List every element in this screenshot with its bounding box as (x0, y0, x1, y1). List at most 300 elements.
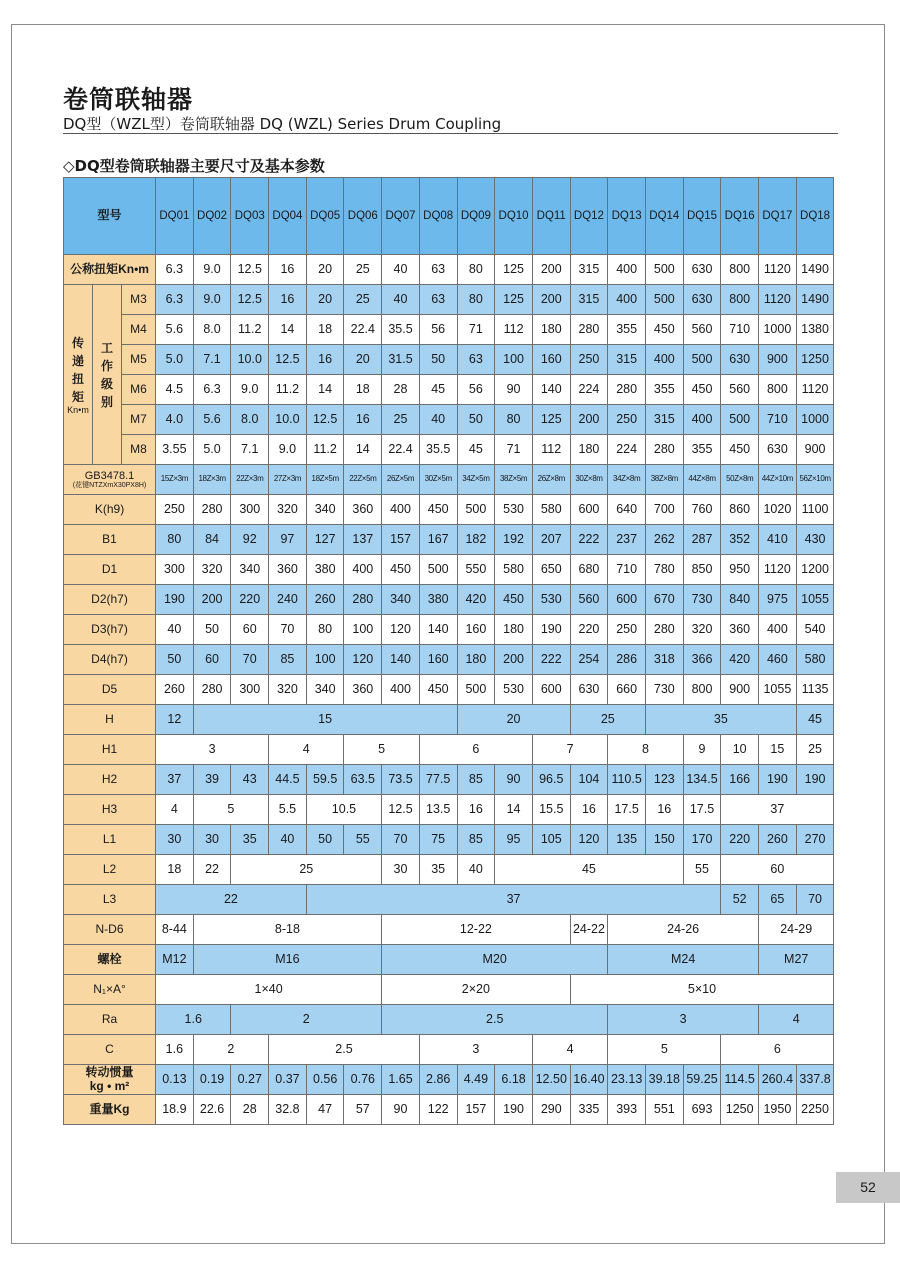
value-cell: 780 (645, 555, 683, 585)
value-cell: 137 (344, 525, 382, 555)
value-cell: 0.13 (156, 1065, 194, 1095)
value-cell: 6.3 (193, 375, 231, 405)
work-class-cell: M7 (122, 405, 156, 435)
row-label: D5 (64, 675, 156, 705)
value-cell: 1250 (721, 1095, 759, 1125)
value-cell: 530 (495, 675, 533, 705)
value-cell: 18 (306, 315, 344, 345)
value-cell: 6 (419, 735, 532, 765)
value-cell: 50 (156, 645, 194, 675)
value-cell: 0.37 (269, 1065, 307, 1095)
value-cell: 140 (419, 615, 457, 645)
model-header-cell: DQ15 (683, 178, 721, 255)
value-cell: 5.5 (269, 795, 307, 825)
value-cell: 670 (645, 585, 683, 615)
inertia-label-unit: kg • m² (89, 1078, 130, 1093)
value-cell: 730 (683, 585, 721, 615)
value-cell: 25 (344, 255, 382, 285)
value-cell: 450 (419, 495, 457, 525)
value-cell: 50 (457, 405, 495, 435)
value-cell: 1.6 (156, 1005, 231, 1035)
value-cell: 630 (683, 285, 721, 315)
value-cell: 315 (645, 405, 683, 435)
value-cell: 360 (344, 675, 382, 705)
value-cell: 60 (721, 855, 834, 885)
value-cell: 2.5 (269, 1035, 420, 1065)
value-cell: 20 (306, 285, 344, 315)
value-cell: 37 (721, 795, 834, 825)
value-cell: 286 (608, 645, 646, 675)
value-cell: 320 (269, 675, 307, 705)
value-cell: 950 (721, 555, 759, 585)
value-cell: 352 (721, 525, 759, 555)
table-row (64, 1065, 834, 1095)
value-cell: 122 (419, 1095, 457, 1125)
value-cell: 9 (683, 735, 721, 765)
value-cell: 44Z×10m (759, 465, 797, 495)
value-cell: 630 (759, 435, 797, 465)
value-cell: 840 (721, 585, 759, 615)
table-row (64, 885, 834, 915)
value-cell: 450 (645, 315, 683, 345)
value-cell: 18 (344, 375, 382, 405)
value-cell: 43 (231, 765, 269, 795)
value-cell: 340 (306, 675, 344, 705)
table-row (64, 1035, 834, 1065)
value-cell: 70 (231, 645, 269, 675)
row-label: H3 (64, 795, 156, 825)
model-header-cell: DQ13 (608, 178, 646, 255)
value-cell: 80 (156, 525, 194, 555)
value-cell: 0.27 (231, 1065, 269, 1095)
value-cell: 420 (721, 645, 759, 675)
row-label: 螺栓 (64, 945, 156, 975)
row-label: D4(h7) (64, 645, 156, 675)
value-cell: 25 (570, 705, 645, 735)
value-cell: 11.2 (306, 435, 344, 465)
value-cell: 900 (796, 435, 834, 465)
value-cell: 70 (269, 615, 307, 645)
value-cell: 50 (306, 825, 344, 855)
value-cell: 360 (721, 615, 759, 645)
torque-group-char: 矩 (71, 389, 84, 404)
value-cell: 1.65 (382, 1065, 420, 1095)
value-cell: 2.5 (382, 1005, 608, 1035)
value-cell: 39 (193, 765, 231, 795)
value-cell: 90 (495, 375, 533, 405)
value-cell: 40 (419, 405, 457, 435)
table-row (64, 345, 834, 375)
value-cell: 630 (683, 255, 721, 285)
value-cell: 287 (683, 525, 721, 555)
value-cell: 180 (457, 645, 495, 675)
value-cell: 104 (570, 765, 608, 795)
row-label: B1 (64, 525, 156, 555)
value-cell: 110.5 (608, 765, 646, 795)
value-cell: 77.5 (419, 765, 457, 795)
value-cell: 260 (156, 675, 194, 705)
table-row (64, 705, 834, 735)
value-cell: 39.18 (645, 1065, 683, 1095)
value-cell: 11.2 (269, 375, 307, 405)
table-row (64, 615, 834, 645)
value-cell: 200 (570, 405, 608, 435)
value-cell: 355 (645, 375, 683, 405)
work-class-cell: M3 (122, 285, 156, 315)
value-cell: 8 (608, 735, 683, 765)
value-cell: 4 (759, 1005, 834, 1035)
value-cell: 1×40 (156, 975, 382, 1005)
table-row (64, 915, 834, 945)
work-class-cell: M6 (122, 375, 156, 405)
model-header-cell: DQ12 (570, 178, 608, 255)
value-cell: 500 (645, 285, 683, 315)
value-cell: 30 (193, 825, 231, 855)
value-cell: 24-29 (759, 915, 834, 945)
row-label: Ra (64, 1005, 156, 1035)
model-header-cell: DQ14 (645, 178, 683, 255)
value-cell: 190 (759, 765, 797, 795)
value-cell: 1020 (759, 495, 797, 525)
value-cell: 22Z×3m (231, 465, 269, 495)
value-cell: 80 (495, 405, 533, 435)
value-cell: 410 (759, 525, 797, 555)
value-cell: 3 (419, 1035, 532, 1065)
value-cell: 30 (156, 825, 194, 855)
value-cell: 20 (344, 345, 382, 375)
value-cell: 1490 (796, 255, 834, 285)
value-cell: 1120 (759, 285, 797, 315)
work-class-char: 工 (100, 340, 113, 355)
value-cell: 290 (532, 1095, 570, 1125)
value-cell: 44Z×8m (683, 465, 721, 495)
value-cell: 44.5 (269, 765, 307, 795)
value-cell: 280 (608, 375, 646, 405)
value-cell: 560 (721, 375, 759, 405)
row-label: D3(h7) (64, 615, 156, 645)
value-cell: 25 (231, 855, 382, 885)
value-cell: 1950 (759, 1095, 797, 1125)
work-class-cell: M4 (122, 315, 156, 345)
value-cell: 580 (532, 495, 570, 525)
table-row (64, 585, 834, 615)
value-cell: 45 (796, 705, 834, 735)
value-cell: 975 (759, 585, 797, 615)
gb-label (64, 465, 156, 495)
value-cell: 400 (382, 495, 420, 525)
value-cell: 280 (570, 315, 608, 345)
row-label: C (64, 1035, 156, 1065)
model-header-cell: DQ11 (532, 178, 570, 255)
table-row (64, 525, 834, 555)
value-cell: 180 (570, 435, 608, 465)
work-class-char: 作 (100, 358, 113, 373)
value-cell: 14 (269, 315, 307, 345)
value-cell: 280 (645, 615, 683, 645)
value-cell: 140 (532, 375, 570, 405)
value-cell: 18Z×3m (193, 465, 231, 495)
value-cell: 800 (683, 675, 721, 705)
value-cell: 9.0 (193, 255, 231, 285)
value-cell: 380 (419, 585, 457, 615)
value-cell: 10.0 (231, 345, 269, 375)
value-cell: 260 (759, 825, 797, 855)
value-cell: 15.5 (532, 795, 570, 825)
value-cell: 693 (683, 1095, 721, 1125)
value-cell: 38Z×8m (645, 465, 683, 495)
value-cell: M12 (156, 945, 194, 975)
value-cell: 24-26 (608, 915, 759, 945)
value-cell: 450 (419, 675, 457, 705)
value-cell: 10 (721, 735, 759, 765)
value-cell: 9.0 (269, 435, 307, 465)
value-cell: 9.0 (231, 375, 269, 405)
value-cell: 320 (269, 495, 307, 525)
value-cell: M16 (193, 945, 381, 975)
value-cell: 52 (721, 885, 759, 915)
value-cell: 38Z×5m (495, 465, 533, 495)
value-cell: 600 (532, 675, 570, 705)
table-row (64, 1095, 834, 1125)
value-cell: 1200 (796, 555, 834, 585)
value-cell: 5.6 (156, 315, 194, 345)
value-cell: 224 (608, 435, 646, 465)
value-cell: 18Z×5m (306, 465, 344, 495)
value-cell: 85 (269, 645, 307, 675)
value-cell: 182 (457, 525, 495, 555)
value-cell: 5.0 (193, 435, 231, 465)
value-cell: 400 (608, 285, 646, 315)
value-cell: 18.9 (156, 1095, 194, 1125)
value-cell: 14 (306, 375, 344, 405)
value-cell: 47 (306, 1095, 344, 1125)
value-cell: 16 (344, 405, 382, 435)
value-cell: 366 (683, 645, 721, 675)
value-cell: 315 (570, 255, 608, 285)
value-cell: 530 (495, 495, 533, 525)
table-row (64, 495, 834, 525)
table-row (64, 855, 834, 885)
value-cell: 280 (193, 675, 231, 705)
value-cell: 760 (683, 495, 721, 525)
value-cell: 6.3 (156, 255, 194, 285)
value-cell: 25 (382, 405, 420, 435)
value-cell: 97 (269, 525, 307, 555)
value-cell: 207 (532, 525, 570, 555)
inertia-label (64, 1065, 156, 1095)
value-cell: 17.5 (683, 795, 721, 825)
value-cell: 125 (495, 255, 533, 285)
model-header-cell: DQ05 (306, 178, 344, 255)
model-header-cell: DQ09 (457, 178, 495, 255)
value-cell: 166 (721, 765, 759, 795)
value-cell: 240 (269, 585, 307, 615)
value-cell: 300 (156, 555, 194, 585)
value-cell: 16 (570, 795, 608, 825)
model-header-cell: DQ06 (344, 178, 382, 255)
table-row (64, 975, 834, 1005)
table-row (64, 825, 834, 855)
value-cell: 900 (759, 345, 797, 375)
value-cell: 45 (495, 855, 683, 885)
gb-label-sub: (花键NTZXmX30PX8H) (72, 481, 147, 489)
inertia-label-main: 转动惯量 (85, 1065, 134, 1080)
row-label: L1 (64, 825, 156, 855)
value-cell: 30Z×8m (570, 465, 608, 495)
value-cell: 40 (382, 285, 420, 315)
value-cell: 355 (608, 315, 646, 345)
value-cell: 8-18 (193, 915, 381, 945)
value-cell: 660 (608, 675, 646, 705)
table-row (64, 735, 834, 765)
value-cell: 60 (193, 645, 231, 675)
row-label: 重量Kg (64, 1095, 156, 1125)
value-cell: 112 (495, 315, 533, 345)
value-cell: 300 (231, 675, 269, 705)
table-row (64, 375, 834, 405)
value-cell: 250 (570, 345, 608, 375)
value-cell: 5 (193, 795, 268, 825)
value-cell: 5.0 (156, 345, 194, 375)
value-cell: 450 (382, 555, 420, 585)
value-cell: 1120 (759, 555, 797, 585)
value-cell: 400 (608, 255, 646, 285)
value-cell: 2.86 (419, 1065, 457, 1095)
value-cell: 300 (231, 495, 269, 525)
value-cell: 15 (193, 705, 457, 735)
value-cell: 420 (457, 585, 495, 615)
value-cell: 23.13 (608, 1065, 646, 1095)
value-cell: 134.5 (683, 765, 721, 795)
value-cell: 800 (721, 285, 759, 315)
value-cell: 237 (608, 525, 646, 555)
value-cell: 1250 (796, 345, 834, 375)
model-header-cell: DQ07 (382, 178, 420, 255)
table-row (64, 465, 834, 495)
value-cell: 157 (457, 1095, 495, 1125)
page-title: 卷筒联轴器 (63, 85, 194, 114)
value-cell: 700 (645, 495, 683, 525)
value-cell: 140 (382, 645, 420, 675)
value-cell: 340 (231, 555, 269, 585)
value-cell: 500 (419, 555, 457, 585)
value-cell: 80 (457, 255, 495, 285)
value-cell: 400 (683, 405, 721, 435)
value-cell: 12.5 (269, 345, 307, 375)
value-cell: 112 (532, 435, 570, 465)
value-cell: 35 (419, 855, 457, 885)
value-cell: 160 (419, 645, 457, 675)
value-cell: 860 (721, 495, 759, 525)
value-cell: 125 (495, 285, 533, 315)
value-cell: 135 (608, 825, 646, 855)
value-cell: 640 (608, 495, 646, 525)
value-cell: 35.5 (419, 435, 457, 465)
value-cell: 40 (156, 615, 194, 645)
value-cell: 222 (532, 645, 570, 675)
value-cell: 320 (683, 615, 721, 645)
value-cell: 120 (570, 825, 608, 855)
value-cell: 71 (457, 315, 495, 345)
value-cell: 400 (759, 615, 797, 645)
model-header-cell: DQ04 (269, 178, 307, 255)
torque-group-char: 传 (71, 335, 84, 350)
value-cell: 680 (570, 555, 608, 585)
value-cell: 580 (495, 555, 533, 585)
value-cell: 22.4 (382, 435, 420, 465)
value-cell: 7.1 (231, 435, 269, 465)
value-cell: 340 (306, 495, 344, 525)
table-row (64, 405, 834, 435)
value-cell: 460 (759, 645, 797, 675)
value-cell: 190 (495, 1095, 533, 1125)
value-cell: 20 (457, 705, 570, 735)
value-cell: 170 (683, 825, 721, 855)
value-cell: 710 (721, 315, 759, 345)
value-cell: 280 (344, 585, 382, 615)
value-cell: 600 (608, 585, 646, 615)
table-row (64, 645, 834, 675)
value-cell: 650 (532, 555, 570, 585)
table-row (64, 435, 834, 465)
value-cell: 8.0 (193, 315, 231, 345)
table-row (64, 178, 834, 255)
value-cell: 580 (796, 645, 834, 675)
value-cell: 4.49 (457, 1065, 495, 1095)
value-cell: 5 (344, 735, 419, 765)
value-cell: 200 (495, 645, 533, 675)
value-cell: 500 (721, 405, 759, 435)
value-cell: 318 (645, 645, 683, 675)
value-cell: 16 (269, 285, 307, 315)
value-cell: 355 (683, 435, 721, 465)
value-cell: 16 (269, 255, 307, 285)
value-cell: 63 (419, 255, 457, 285)
value-cell: 50Z×8m (721, 465, 759, 495)
value-cell: 430 (796, 525, 834, 555)
value-cell: 123 (645, 765, 683, 795)
table-row (64, 555, 834, 585)
value-cell: 190 (532, 615, 570, 645)
value-cell: M24 (608, 945, 759, 975)
value-cell: 4.5 (156, 375, 194, 405)
value-cell: 530 (532, 585, 570, 615)
value-cell: 630 (721, 345, 759, 375)
value-cell: 40 (382, 255, 420, 285)
value-cell: 260.4 (759, 1065, 797, 1095)
value-cell: 160 (532, 345, 570, 375)
value-cell: 250 (608, 405, 646, 435)
value-cell: 56 (419, 315, 457, 345)
value-cell: 55 (683, 855, 721, 885)
work-class-label (93, 285, 122, 465)
value-cell: 8.0 (231, 405, 269, 435)
value-cell: 551 (645, 1095, 683, 1125)
value-cell: 0.76 (344, 1065, 382, 1095)
value-cell: 8-44 (156, 915, 194, 945)
value-cell: 59.5 (306, 765, 344, 795)
table-row (64, 795, 834, 825)
value-cell: 22.6 (193, 1095, 231, 1125)
value-cell: 114.5 (721, 1065, 759, 1095)
value-cell: 335 (570, 1095, 608, 1125)
value-cell: 73.5 (382, 765, 420, 795)
value-cell: 25 (796, 735, 834, 765)
value-cell: 220 (721, 825, 759, 855)
model-header-cell: DQ01 (156, 178, 194, 255)
value-cell: 160 (457, 615, 495, 645)
value-cell: 95 (495, 825, 533, 855)
